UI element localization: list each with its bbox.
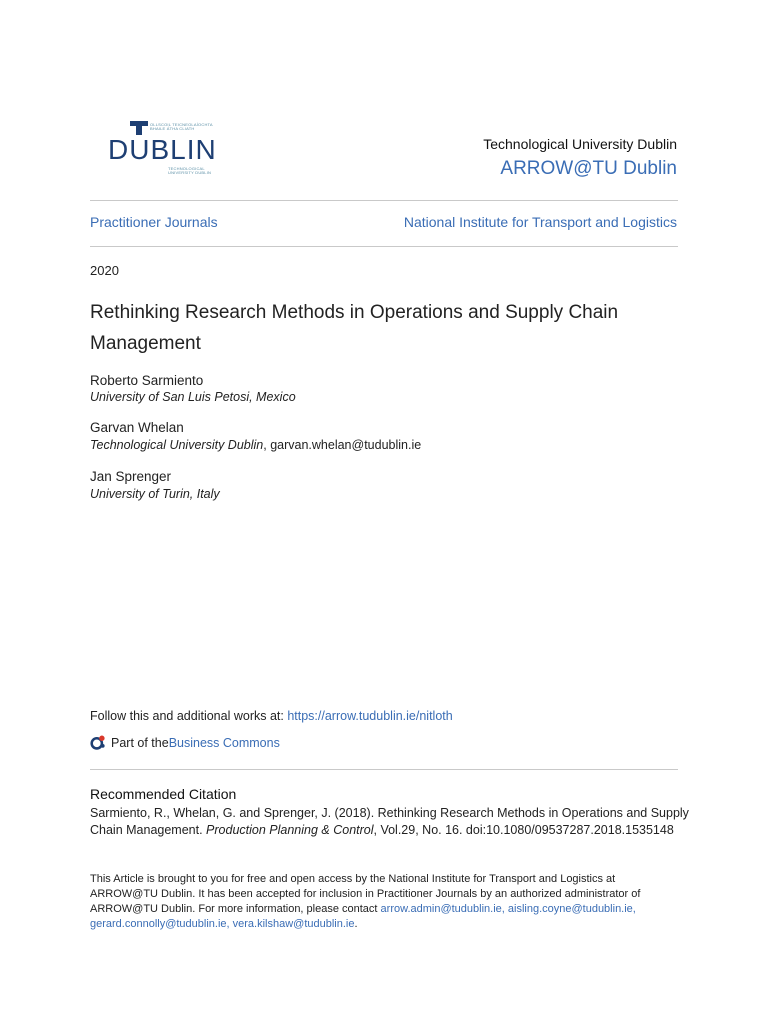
business-commons-link[interactable]: Business Commons	[168, 735, 280, 750]
affiliation-text: University of Turin, Italy	[90, 487, 220, 501]
notice-end: .	[354, 918, 358, 930]
logo-english-text: TECHNOLOGICAL UNIVERSITY DUBLIN	[168, 166, 212, 175]
affiliation-text: University of San Luis Petosi, Mexico	[90, 390, 296, 404]
author-name: Garvan Whelan	[90, 420, 184, 435]
institution-name: Technological University Dublin	[483, 136, 677, 152]
tu-dublin-logo	[90, 114, 240, 186]
collection-link[interactable]: Practitioner Journals	[90, 214, 218, 230]
author-name: Jan Sprenger	[90, 469, 172, 484]
follow-line	[90, 709, 453, 723]
author-affiliation	[90, 390, 296, 404]
contact-emails-link[interactable]: arrow.admin@tudublin.ie, aisling.coyne@tudublin.ie, gerard.connolly@tudublin.ie, vera.kilshaw@tudublin.ie	[90, 903, 636, 930]
affiliation-text: Technological University Dublin	[90, 438, 264, 452]
part-of-label: Part of the	[111, 735, 169, 750]
logo-irish-text: OLLSCOIL TEICNEOLAÍOCHTA BHAILE ÁTHA CLIATH	[150, 122, 213, 131]
notice-text: This Article is brought to you for free and open access by the National Institute for Transport and Logistics at ARROW@TU Dublin. It has been accepted for inclusion in Practitioner Journals by an authorized administrator of ARROW@TU Dublin. For more information, please contact	[90, 873, 641, 915]
part-of-line	[90, 734, 280, 751]
author-name: Roberto Sarmiento	[90, 373, 204, 388]
citation-text	[90, 805, 690, 839]
journal-name: Production Planning & Control	[206, 823, 374, 837]
citation-part: , Vol.29, No. 16. doi:10.1080/09537287.2018.1535148	[373, 823, 674, 837]
article-title: Rethinking Research Methods in Operations and Supply Chain Management	[90, 302, 619, 354]
citation-part: Sarmiento, R., Whelan, G. and Sprenger, J. (2018). Rethinking Research Methods in Operations and Supply Chain Management.	[90, 806, 689, 837]
logo-wordmark: DUBLIN	[108, 134, 217, 165]
header-divider	[90, 200, 678, 201]
citation-divider	[90, 769, 678, 770]
follow-url-link[interactable]: https://arrow.tudublin.ie/nitloth	[287, 709, 453, 723]
author-affiliation	[90, 438, 421, 452]
publication-year: 2020	[90, 263, 119, 278]
citation-heading: Recommended Citation	[90, 786, 237, 802]
logo-t-stem	[136, 121, 142, 135]
author-affiliation	[90, 487, 220, 501]
repository-link[interactable]: ARROW@TU Dublin	[500, 158, 677, 179]
nav-divider	[90, 246, 678, 247]
access-notice	[90, 872, 680, 932]
follow-label: Follow this and additional works at:	[90, 709, 288, 723]
department-link[interactable]: National Institute for Transport and Logistics	[403, 214, 677, 230]
author-email: , garvan.whelan@tudublin.ie	[263, 438, 422, 452]
creative-commons-network-icon	[90, 734, 107, 751]
